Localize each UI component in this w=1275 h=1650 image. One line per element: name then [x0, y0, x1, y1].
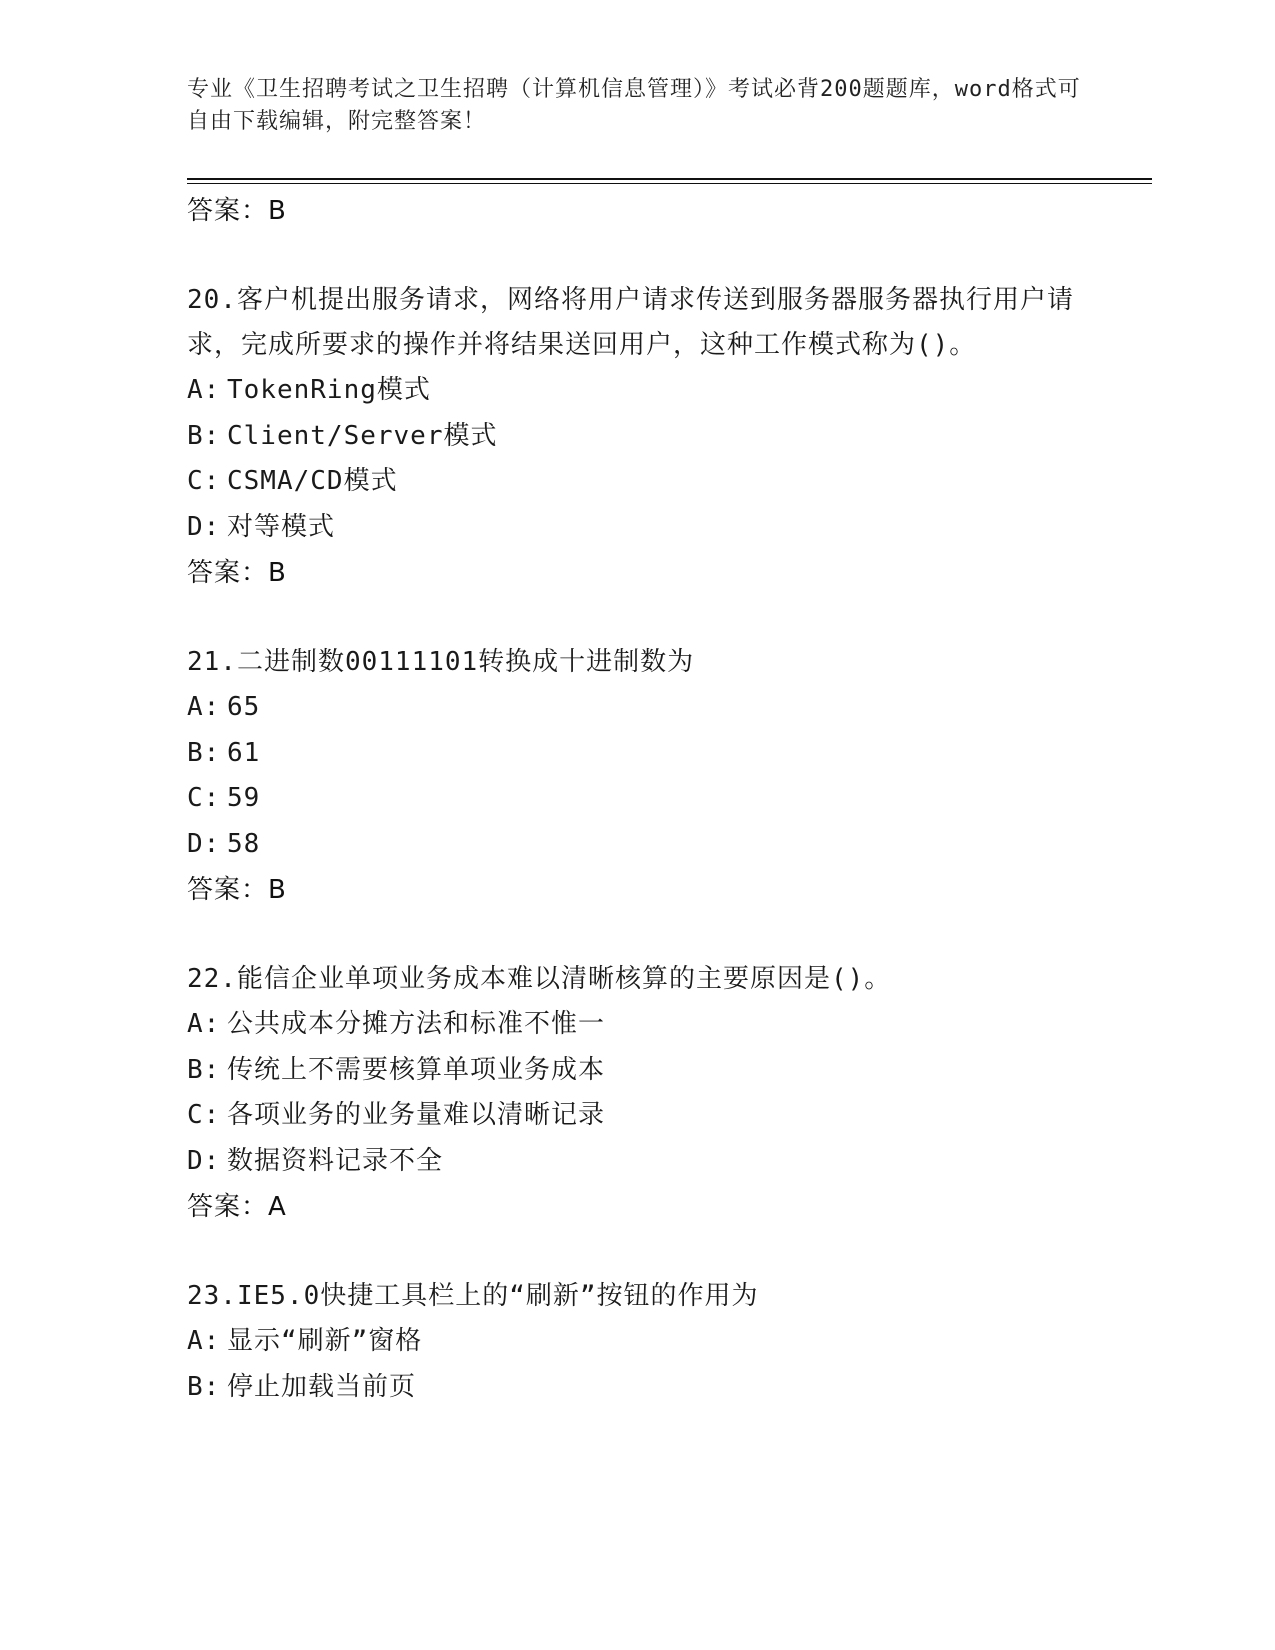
question-22	[187, 957, 1087, 1230]
option-d	[187, 822, 1087, 868]
option-text: 61	[227, 737, 261, 768]
option-letter: D:	[187, 511, 221, 542]
option-letter: B:	[187, 737, 221, 768]
option-text: 各项业务的业务量难以清晰记录	[227, 1100, 606, 1130]
option-text: 58	[227, 828, 261, 859]
option-c	[187, 776, 1087, 822]
answer-line: 答案：B	[187, 875, 287, 905]
option-b	[187, 731, 1087, 777]
option-c	[187, 459, 1087, 505]
option-letter: B:	[187, 1054, 221, 1085]
option-letter: B:	[187, 420, 221, 451]
option-letter: A:	[187, 692, 221, 722]
option-a	[187, 685, 1087, 731]
option-text: 对等模式	[227, 511, 336, 542]
option-a	[187, 1319, 1087, 1365]
option-c	[187, 1093, 1087, 1139]
option-letter: D:	[187, 828, 221, 859]
option-a	[187, 1002, 1087, 1048]
question-21	[187, 640, 1087, 913]
option-text: 公共成本分摊方法和标准不惟一	[227, 1009, 606, 1039]
option-text: 65	[227, 692, 261, 722]
option-text: 停止加载当前页	[227, 1371, 417, 1402]
question-stem: 23.IE5.0快捷工具栏上的“刷新”按钮的作用为	[187, 1281, 759, 1311]
question-20	[187, 278, 1087, 596]
option-text: 数据资料记录不全	[227, 1145, 444, 1176]
option-a	[187, 368, 1087, 414]
option-text: TokenRing模式	[227, 375, 431, 405]
header-divider-thin	[187, 183, 1152, 184]
document-body	[187, 188, 1087, 1410]
answer-line: 答案：B	[187, 196, 287, 226]
option-d	[187, 505, 1087, 551]
option-letter: D:	[187, 1145, 221, 1176]
option-letter: A:	[187, 1009, 221, 1039]
option-b	[187, 414, 1087, 460]
option-letter: C:	[187, 1100, 221, 1130]
question-stem: 22.能信企业单项业务成本难以清晰核算的主要原因是()。	[187, 964, 892, 994]
option-text: CSMA/CD模式	[227, 466, 398, 496]
option-letter: B:	[187, 1371, 221, 1402]
option-text: 传统上不需要核算单项业务成本	[227, 1054, 606, 1085]
option-letter: C:	[187, 783, 221, 813]
option-text: Client/Server模式	[227, 420, 498, 451]
option-text: 显示“刷新”窗格	[227, 1326, 423, 1356]
page-header: 专业《卫生招聘考试之卫生招聘（计算机信息管理）》考试必背200题题库，word格式可自由下载编辑，附完整答案！	[187, 77, 1081, 134]
option-letter: C:	[187, 466, 221, 496]
option-letter: A:	[187, 1326, 221, 1356]
option-d	[187, 1139, 1087, 1185]
question-stem: 21.二进制数00111101转换成十进制数为	[187, 647, 695, 677]
question-stem: 20.客户机提出服务请求，网络将用户请求传送到服务器服务器执行用户请求，完成所要求的操作并将结果送回用户，这种工作模式称为()。	[187, 285, 1074, 360]
option-b	[187, 1048, 1087, 1094]
option-text: 59	[227, 783, 261, 813]
header-divider	[187, 178, 1152, 180]
option-letter: A:	[187, 375, 221, 405]
option-b	[187, 1365, 1087, 1411]
question-23	[187, 1274, 1087, 1410]
answer-line: 答案：A	[187, 1192, 287, 1222]
answer-line: 答案：B	[187, 558, 287, 588]
